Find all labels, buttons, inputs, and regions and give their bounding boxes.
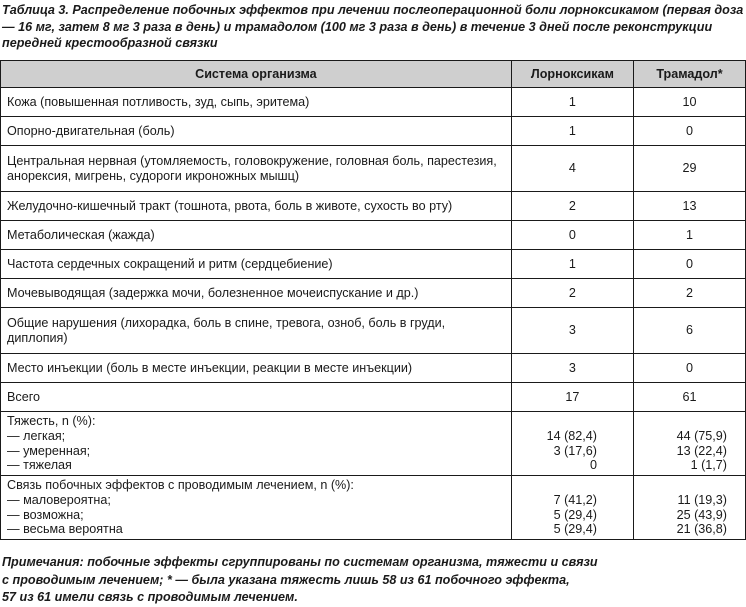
- notes-line-2: с проводимым лечением; * — была указана тяжесть лишь 58 из 61 побочного эффекта,: [2, 572, 570, 587]
- table-row-severity: [1, 412, 746, 476]
- severity-severe-tramadol: 1 (1,7): [690, 458, 727, 473]
- row-value-lornoxicam: 2: [511, 192, 633, 221]
- relation-labels: [1, 476, 512, 540]
- row-value-lornoxicam: 2: [511, 279, 633, 308]
- table-row-total: [1, 383, 746, 412]
- notes-line-1: Примечания: побочные эффекты сгруппированы по системам организма, тяжести и связи: [2, 555, 598, 569]
- relation-probable-lornoxicam: 5 (29,4): [553, 522, 597, 537]
- row-label: Центральная нервная (утомляемость, головокружение, головная боль, парестезия, анорексия, мигрень, судороги икроножных мышц): [1, 146, 512, 192]
- row-value-lornoxicam: 1: [511, 250, 633, 279]
- row-label: Частота сердечных сокращений и ритм (сердцебиение): [1, 250, 512, 279]
- relation-probable-tramadol: 21 (36,8): [676, 522, 727, 537]
- row-value-tramadol: 10: [633, 88, 745, 117]
- table-row: [1, 354, 746, 383]
- row-value-tramadol: 1: [633, 221, 745, 250]
- severity-mild-tramadol: 44 (75,9): [676, 428, 727, 443]
- row-label: Желудочно-кишечный тракт (тошнота, рвота, боль в животе, сухость во рту): [1, 192, 512, 221]
- table-row: [1, 192, 746, 221]
- relation-unlikely-lornoxicam: 7 (41,2): [553, 492, 597, 507]
- table-row-relation: [1, 476, 746, 540]
- relation-possible-lornoxicam: 5 (29,4): [553, 507, 597, 522]
- relation-title: Связь побочных эффектов с проводимым лечением, n (%):: [7, 478, 354, 493]
- severity-severe-label: — тяжелая: [7, 458, 72, 473]
- table-notes: [2, 554, 744, 607]
- table-row: [1, 146, 746, 192]
- relation-possible-label: — возможна;: [7, 507, 84, 522]
- row-value-lornoxicam: 1: [511, 88, 633, 117]
- severity-labels: [1, 412, 512, 476]
- table-header-row: [1, 61, 746, 88]
- row-label: Метаболическая (жажда): [1, 221, 512, 250]
- table-title: Распределение побочных эффектов при лечении послеоперационной боли лорноксикамом (первая доза — 16 мг, затем 8 мг 3 раза в день) и трамадолом (100 мг 3 раза в день) в течение 3 дней после реконструкции передней крестообразной связки: [2, 3, 744, 50]
- severity-severe-lornoxicam: 0: [589, 458, 597, 473]
- notes-line-3: 57 из 61 имели связь с проводимым лечением.: [2, 590, 298, 604]
- row-value-tramadol: 0: [633, 250, 745, 279]
- severity-title: Тяжесть, n (%):: [7, 414, 96, 429]
- row-value-tramadol: 6: [633, 308, 745, 354]
- row-value-lornoxicam: 3: [511, 354, 633, 383]
- table-row: [1, 117, 746, 146]
- row-label: Общие нарушения (лихорадка, боль в спине, тревога, озноб, боль в груди, диплопия): [1, 308, 512, 354]
- row-value-lornoxicam: 4: [511, 146, 633, 192]
- severity-mild-lornoxicam: 14 (82,4): [546, 428, 597, 443]
- table-caption: [2, 2, 744, 52]
- severity-moderate-tramadol: 13 (22,4): [676, 443, 727, 458]
- relation-unlikely-tramadol: 11 (19,3): [677, 492, 727, 507]
- header-system: Система организма: [1, 61, 512, 88]
- row-value-tramadol: 0: [633, 354, 745, 383]
- row-value-lornoxicam: 3: [511, 308, 633, 354]
- relation-values-lornoxicam: [511, 476, 633, 540]
- header-tramadol: Трамадол*: [633, 61, 745, 88]
- row-label: Место инъекции (боль в месте инъекции, реакции в месте инъекции): [1, 354, 512, 383]
- table-number: Таблица 3.: [2, 3, 69, 17]
- row-value-tramadol: 29: [633, 146, 745, 192]
- relation-probable-label: — весьма вероятна: [7, 522, 123, 537]
- row-value-lornoxicam: 0: [511, 221, 633, 250]
- row-value-lornoxicam: 17: [511, 383, 633, 412]
- severity-values-lornoxicam: [511, 412, 633, 476]
- row-value-tramadol: 61: [633, 383, 745, 412]
- severity-moderate-label: — умеренная;: [7, 443, 91, 458]
- relation-possible-tramadol: 25 (43,9): [676, 507, 727, 522]
- row-label: Кожа (повышенная потливость, зуд, сыпь, эритема): [1, 88, 512, 117]
- row-label: Мочевыводящая (задержка мочи, болезненное мочеиспускание и др.): [1, 279, 512, 308]
- row-value-lornoxicam: 1: [511, 117, 633, 146]
- row-value-tramadol: 0: [633, 117, 745, 146]
- table-row: [1, 250, 746, 279]
- table-row: [1, 88, 746, 117]
- header-lornoxicam: Лорноксикам: [511, 61, 633, 88]
- table-row: [1, 279, 746, 308]
- table-row: [1, 221, 746, 250]
- relation-unlikely-label: — маловероятна;: [7, 492, 111, 507]
- severity-values-tramadol: [633, 412, 745, 476]
- severity-mild-label: — легкая;: [7, 428, 66, 443]
- table-row: [1, 308, 746, 354]
- row-value-tramadol: 2: [633, 279, 745, 308]
- row-value-tramadol: 13: [633, 192, 745, 221]
- row-label: Всего: [1, 383, 512, 412]
- relation-values-tramadol: [633, 476, 745, 540]
- severity-moderate-lornoxicam: 3 (17,6): [553, 443, 597, 458]
- row-label: Опорно-двигательная (боль): [1, 117, 512, 146]
- adverse-effects-table: [0, 60, 746, 540]
